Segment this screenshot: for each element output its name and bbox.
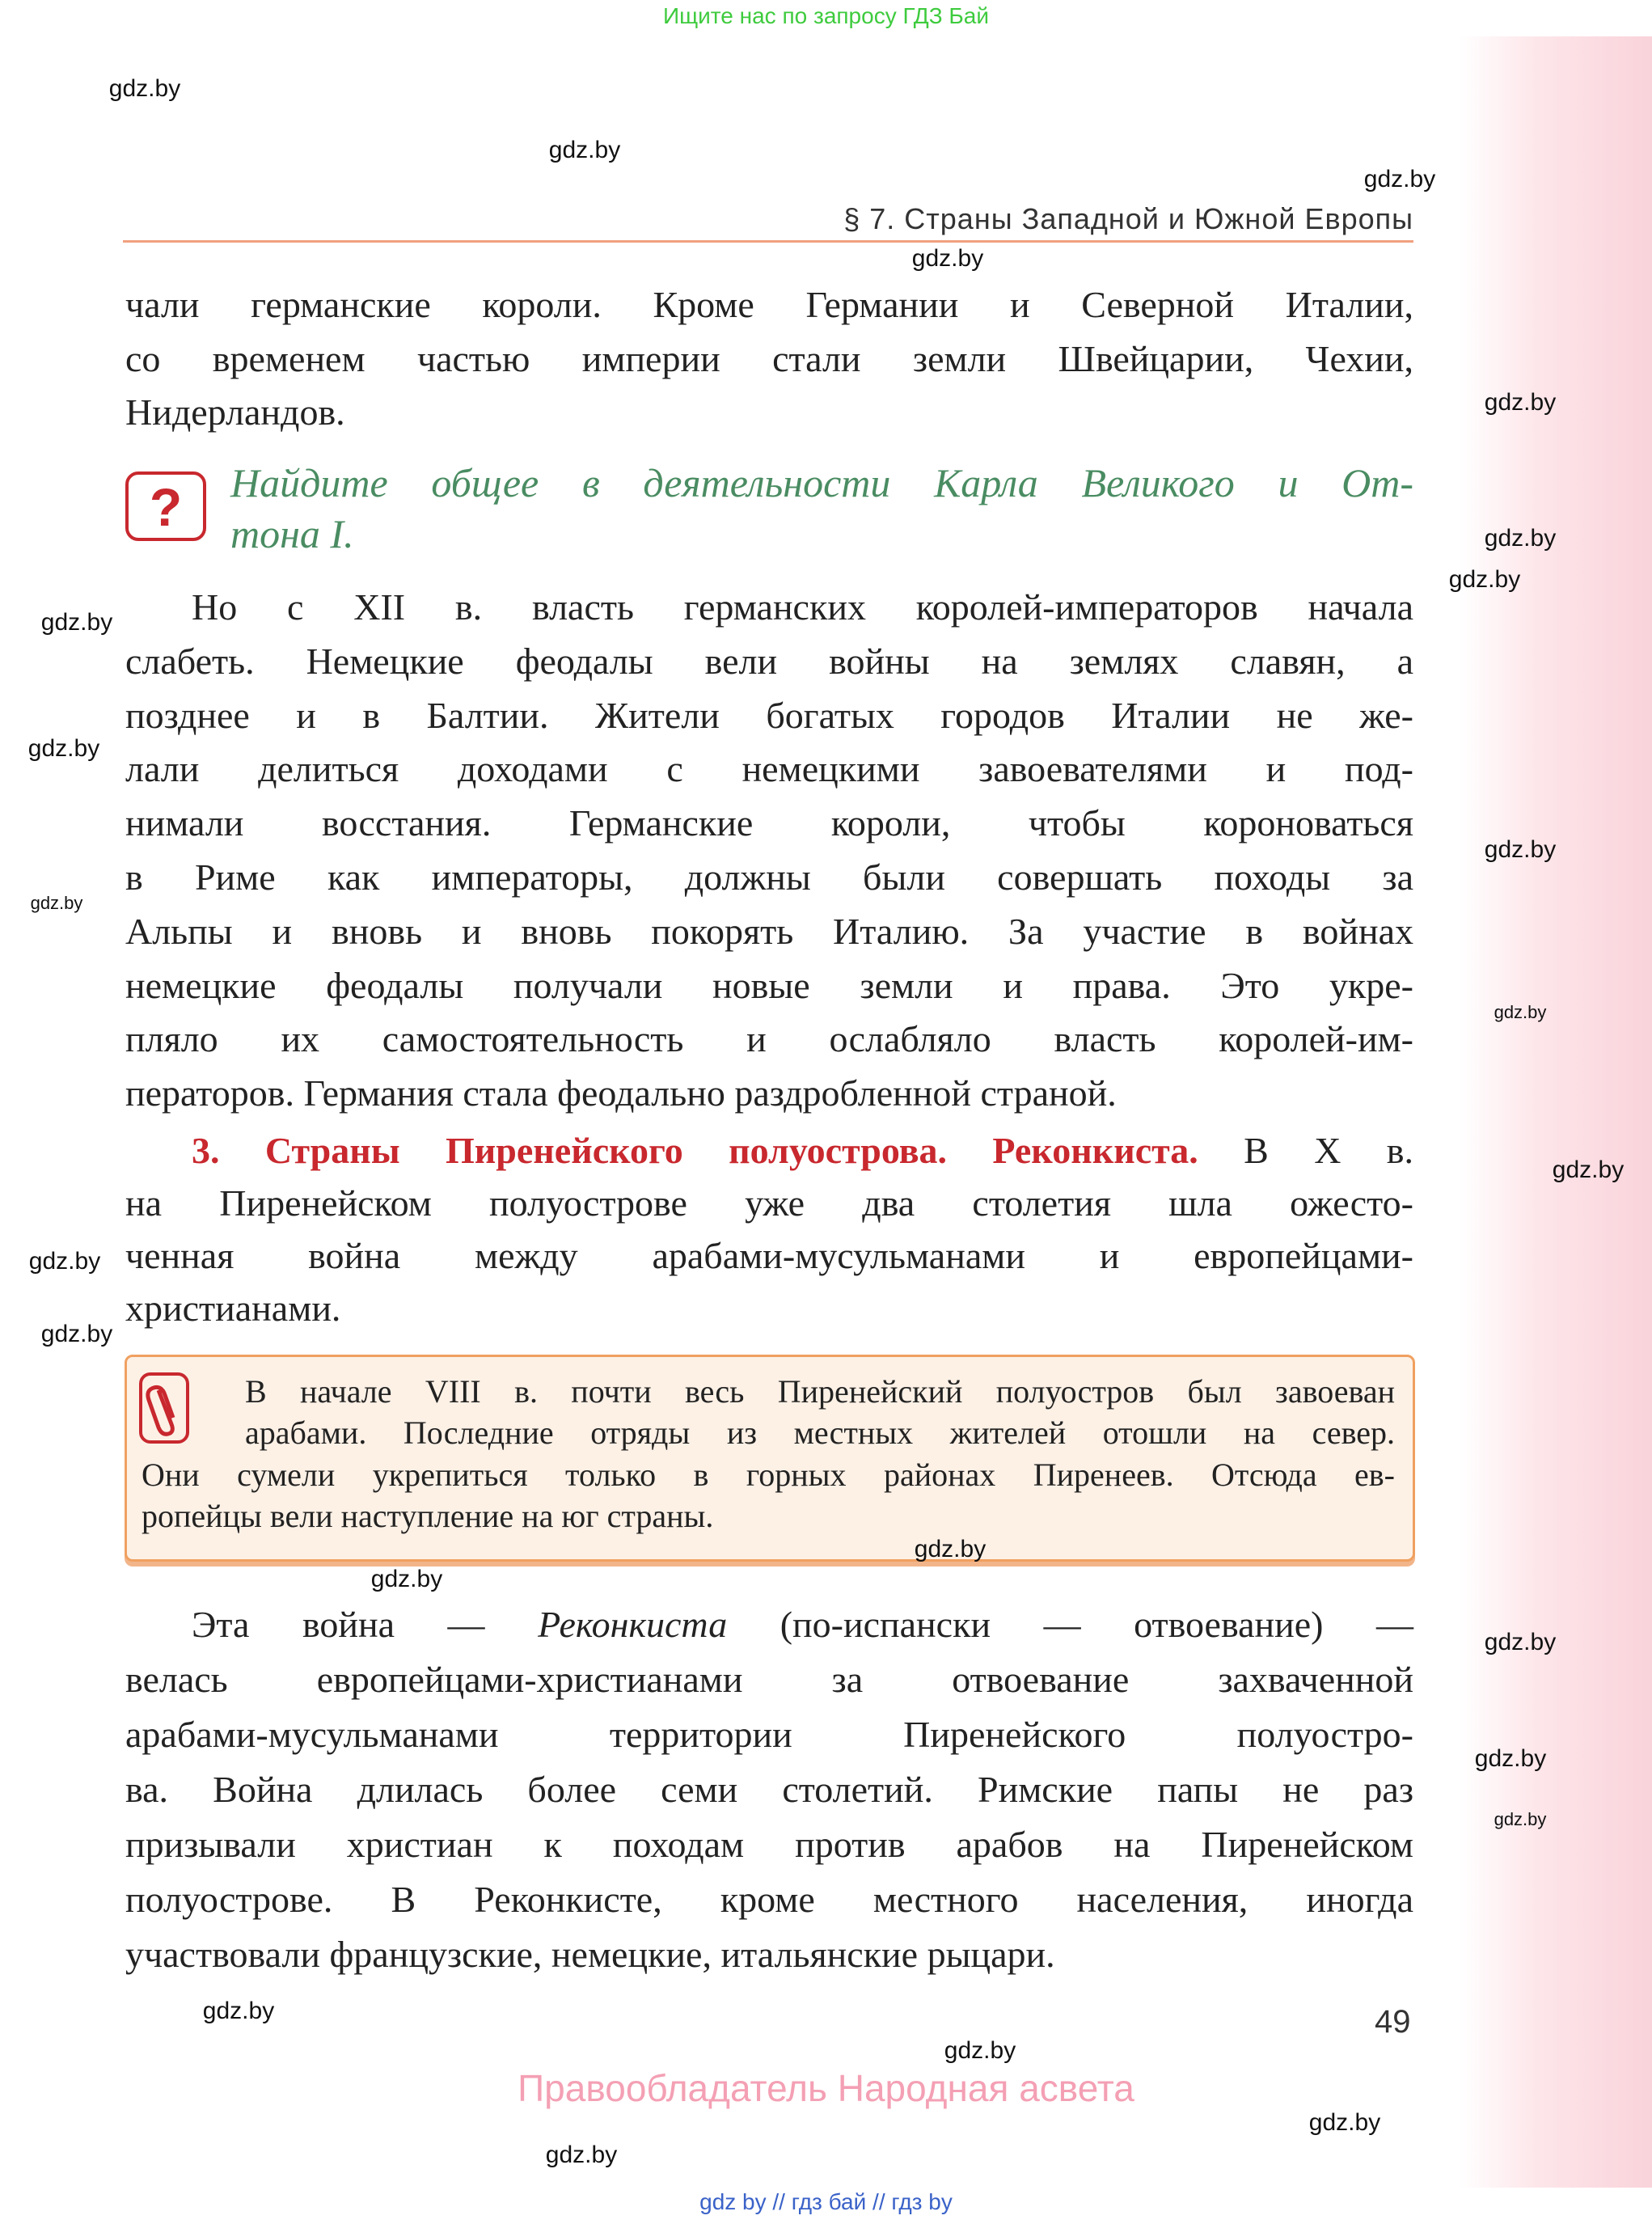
note-line: Они сумели укрепиться только в горных районах Пиренеев. Отсюда ев- xyxy=(142,1456,1395,1493)
question-icon: ? xyxy=(125,471,206,541)
section-header: § 7. Страны Западной и Южной Европы xyxy=(843,202,1413,235)
watermark: gdz.by xyxy=(1448,566,1521,593)
text-line xyxy=(125,1124,1413,1177)
text-segment: призывали христиан к походам против арабов на Пиренейском xyxy=(125,1824,1413,1865)
text-line xyxy=(125,1927,1413,1982)
text-segment: на Пиренейском полуострове уже два столетия шла ожесто- xyxy=(125,1182,1413,1224)
watermark: gdz.by xyxy=(27,735,100,762)
text-line xyxy=(125,905,1413,959)
text-segment: ператоров. Германия стала феодально раздробленной страной. xyxy=(125,1072,1117,1114)
watermark: gdz.by xyxy=(30,893,83,913)
watermark: gdz.by xyxy=(28,1248,101,1275)
text-segment: христианами. xyxy=(125,1287,341,1329)
text-line xyxy=(125,1872,1413,1927)
page-edge-strip xyxy=(1460,36,1652,2188)
paragraph-3 xyxy=(125,1124,1413,1334)
note-line: арабами. Последние отряды из местных жителей отошли на север. xyxy=(245,1414,1395,1452)
watermark: gdz.by xyxy=(1494,1002,1547,1022)
text-line xyxy=(125,1817,1413,1872)
text-segment: полуострове. В Реконкисте, кроме местного населения, иногда xyxy=(125,1879,1413,1920)
text-line xyxy=(125,959,1413,1013)
watermark: gdz.by xyxy=(202,1998,275,2024)
text-line xyxy=(125,278,1413,332)
text-segment: ва. Война длилась более семи столетий. Римские папы не раз xyxy=(125,1769,1413,1810)
question-text xyxy=(230,458,1413,560)
text-line xyxy=(125,797,1413,851)
watermark: gdz.by xyxy=(545,2142,618,2168)
text-line xyxy=(125,1597,1413,1652)
watermark: gdz.by xyxy=(914,1536,987,1562)
watermark: gdz.by xyxy=(1484,525,1557,552)
watermark: gdz.by xyxy=(370,1566,443,1592)
watermark: gdz.by xyxy=(1308,2109,1381,2136)
text-segment: немецкие феодалы получали новые земли и права. Это укре- xyxy=(125,964,1413,1006)
text-line xyxy=(125,581,1413,635)
question-line: Найдите общее в деятельности Карла Великого и От- xyxy=(230,460,1413,505)
section-heading: 3. Страны Пиренейского полуострова. Реконкиста. xyxy=(192,1130,1198,1171)
text-line xyxy=(125,1177,1413,1229)
watermark: gdz.by xyxy=(1484,389,1557,416)
text-line xyxy=(125,1762,1413,1817)
watermark: gdz.by xyxy=(40,1321,113,1347)
text-line xyxy=(125,386,1413,440)
watermark: gdz.by xyxy=(1552,1156,1625,1183)
text-segment: со временем частью империи стали земли Швейцарии, Чехии, xyxy=(125,337,1413,379)
text-segment: В X в. xyxy=(1198,1130,1413,1171)
text-segment: Альпы и вновь и вновь покорять Италию. За участие в войнах xyxy=(125,910,1413,952)
watermark: gdz.by xyxy=(1494,1809,1547,1829)
copyright-footer: Правообладатель Народная асвета xyxy=(518,2067,1134,2109)
text-segment: в Риме как императоры, должны были совершать походы за xyxy=(125,856,1413,898)
text-line xyxy=(125,742,1413,797)
note-text xyxy=(142,1371,1395,1537)
text-line xyxy=(125,1013,1413,1067)
text-segment: Но с XII в. власть германских королей-императоров начала xyxy=(192,586,1413,628)
paragraph-4 xyxy=(125,1597,1413,1982)
watermark: gdz.by xyxy=(944,2037,1016,2064)
text-segment: позднее и в Балтии. Жители богатых городов Италии не же- xyxy=(125,694,1413,736)
text-line xyxy=(125,1282,1413,1334)
text-segment: участвовали французские, немецкие, итальянские рыцари. xyxy=(125,1934,1055,1975)
watermark: gdz.by xyxy=(1363,166,1436,192)
text-segment: слабеть. Немецкие феодалы вели войны на землях славян, а xyxy=(125,640,1413,682)
question-line: тона I. xyxy=(230,511,354,556)
text-line xyxy=(125,635,1413,689)
text-segment: Эта война — xyxy=(192,1604,539,1645)
header-divider xyxy=(123,240,1413,243)
note-line: ропейцы вели наступление на юг страны. xyxy=(142,1498,714,1535)
text-line xyxy=(125,689,1413,743)
term-italic: Реконкиста xyxy=(538,1604,728,1645)
text-line xyxy=(125,1707,1413,1762)
watermark: gdz.by xyxy=(911,245,984,272)
text-line xyxy=(125,332,1413,387)
text-line xyxy=(125,1067,1413,1121)
text-segment: Нидерландов. xyxy=(125,391,345,433)
watermark: gdz.by xyxy=(108,75,181,102)
watermark: gdz.by xyxy=(548,137,621,163)
text-line xyxy=(125,1229,1413,1282)
watermark: gdz.by xyxy=(1484,1629,1557,1655)
text-segment: велась европейцами-христианами за отвоевание захваченной xyxy=(125,1659,1413,1700)
paragraph-1 xyxy=(125,278,1413,440)
page-number: 49 xyxy=(1375,2004,1411,2040)
text-segment: (по-испански — отвоевание) — xyxy=(727,1604,1413,1645)
watermark: gdz.by xyxy=(1474,1745,1547,1772)
bottom-links[interactable]: gdz by // гдз бай // гдз by xyxy=(699,2189,953,2214)
watermark: gdz.by xyxy=(1484,836,1557,863)
text-segment: чали германские короли. Кроме Германии и Северной Италии, xyxy=(125,284,1413,325)
text-segment: пляло их самостоятельность и ослабляло власть королей-им- xyxy=(125,1018,1413,1060)
text-segment: ченная война между арабами-мусульманами и европейцами- xyxy=(125,1235,1413,1276)
note-line: В начале VIII в. почти весь Пиренейский полуостров был завоеван xyxy=(245,1373,1395,1410)
text-segment: арабами-мусульманами территории Пиренейского полуостро- xyxy=(125,1714,1413,1755)
watermark: gdz.by xyxy=(40,609,113,636)
text-segment: нимали восстания. Германские короли, чтобы короноваться xyxy=(125,802,1413,844)
text-line xyxy=(125,1652,1413,1707)
top-banner[interactable]: Ищите нас по запросу ГДЗ Бай xyxy=(662,3,990,28)
paragraph-2 xyxy=(125,581,1413,1121)
text-segment: лали делиться доходами с немецкими завоевателями и под- xyxy=(125,748,1413,790)
text-line xyxy=(125,851,1413,905)
